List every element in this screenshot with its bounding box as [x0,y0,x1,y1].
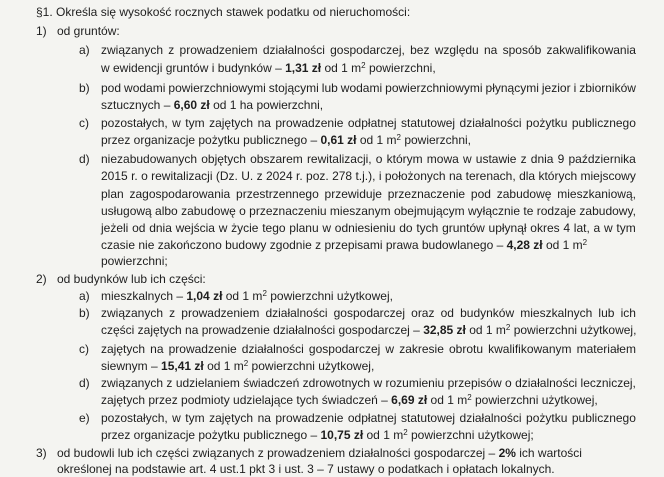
section-3-number: 3) [36,446,47,460]
item-1b-rate: 6,60 zł [173,98,210,112]
item-1d-line1: niezabudowanych objętych obszarem rewitalizacji, o którym mowa w ustawie z dnia 9 października [101,152,636,166]
item-1d-line7: powierzchni; [101,254,168,268]
item-1d-rate: 4,28 zł [506,238,543,252]
item-2a-letter: a) [79,289,90,303]
section-3-line2: określonej na podstawie art. 4 ust.1 pkt 3 i ust. 3 – 7 ustawy o podatkach i opłatach lokalnych. [57,462,555,476]
section-2-number: 2) [36,272,47,286]
item-1c-line2: przez organizacje pożytku publicznego – 0,61 zł od 1 $m^2$ powierzchni, [101,133,472,147]
item-1a-letter: a) [79,43,90,57]
paragraph-heading: §1. Określa się wysokość rocznych stawek podatku od nieruchomości: [36,5,411,19]
item-2b-rate: 32,85 zł [423,323,466,337]
item-1a-line2: w ewidencji gruntów i budynków – 1,31 zł od 1 $m^2$ powierzchni, [101,61,436,75]
item-2d-line2: zajętych przez podmioty udzielające tych świadczeń – 6,69 zł od 1 $m^2$ powierzchni użytkowej, [101,393,598,407]
item-2c-letter: c) [79,342,89,356]
item-2b-line1: związanych z prowadzeniem działalności gospodarczej oraz od budynków mieszkalnych lub ich [101,306,636,320]
section-3-rate: 2% [498,446,516,460]
item-2c-line1: zajętych na prowadzenie działalności gospodarczej w zakresie obrotu kwalifikowanym materiałem [101,342,636,356]
item-2a-line1: mieszkalnych – 1,04 zł od 1 $m^2$ powierzchni użytkowej, [101,289,393,303]
item-1d-line2: 2015 r. o rewitalizacji (Dz. U. z 2024 r. poz. 278 t.j.), i położonych na terenach, dla których miejscowy [101,169,636,183]
item-2e-letter: e) [79,411,90,425]
item-1c-letter: c) [79,116,89,130]
item-2e-rate: 10,75 zł [320,428,364,442]
item-1b-line2: sztucznych – 6,60 zł od 1 ha powierzchni, [101,98,324,112]
item-2c-rate: 15,41 zł [161,359,204,373]
item-1d-line5: jeżeli od dnia wejścia w życie tego planu w odniesieniu do tych gruntów upłynął okres 4 lat, a w tym [101,221,636,235]
section-2-label: od budynków lub ich części: [57,272,206,286]
section-3-line1: od budowli lub ich części związanych z prowadzeniem działalności gospodarczej – 2% ich wartości [57,446,582,460]
item-2d-rate: 6,69 zł [391,393,428,407]
item-2b-letter: b) [79,306,90,320]
item-2a-rate: 1,04 zł [186,289,223,303]
item-2d-line1: związanych z udzielaniem świadczeń zdrowotnych w rozumieniu przepisów o działalności leczniczej, [101,376,636,390]
item-2e-line2: przez organizacje pożytku publicznego – 10,75 zł od 1 $m^2$ powierzchni użytkowej; [101,428,534,442]
section-1-number: 1) [36,24,47,38]
item-1c-line1: pozostałych, w tym zajętych na prowadzenie odpłatnej statutowej działalności pożytku publicznego [101,116,636,130]
item-2e-line1: pozostałych, w tym zajętych na prowadzenie odpłatnej statutowej działalności pożytku publicznego [101,411,636,425]
item-2c-line2: siewnym – 15,41 zł od 1 $m^2$ powierzchni użytkowej, [101,359,375,373]
item-1d-line6: czasie nie zakończono budowy zgodnie z przepisami prawa budowlanego – 4,28 zł od 1 $m^2$ [101,238,588,252]
item-1c-rate: 0,61 zł [320,133,357,147]
section-1-label: od gruntów: [57,24,120,38]
item-1b-line1: pod wodami powierzchniowymi stojącymi lub wodami powierzchniowymi płynącymi jezior i zbiorników [101,81,636,95]
item-1a-rate: 1,31 zł [285,61,322,75]
item-1b-letter: b) [79,81,90,95]
item-2b-line2: części zajętych na prowadzenie działalności gospodarczej – 32,85 zł od 1 $m^2$ powierzchni użytkowej, [101,323,637,337]
item-1a-line1: związanych z prowadzeniem działalności gospodarczej, bez względu na sposób zakwalifikowania [101,43,636,57]
item-1d-letter: d) [79,152,90,166]
item-1d-line4: usługową albo zabudowę o przeznaczeniu mieszanym obejmującym wyłącznie te rodzaje zabudowy, [101,204,636,218]
item-1d-line3: plan zagospodarowania przestrzennego przewiduje przeznaczenie pod zabudowę mieszkaniową, [101,187,636,201]
item-2d-letter: d) [79,376,90,390]
